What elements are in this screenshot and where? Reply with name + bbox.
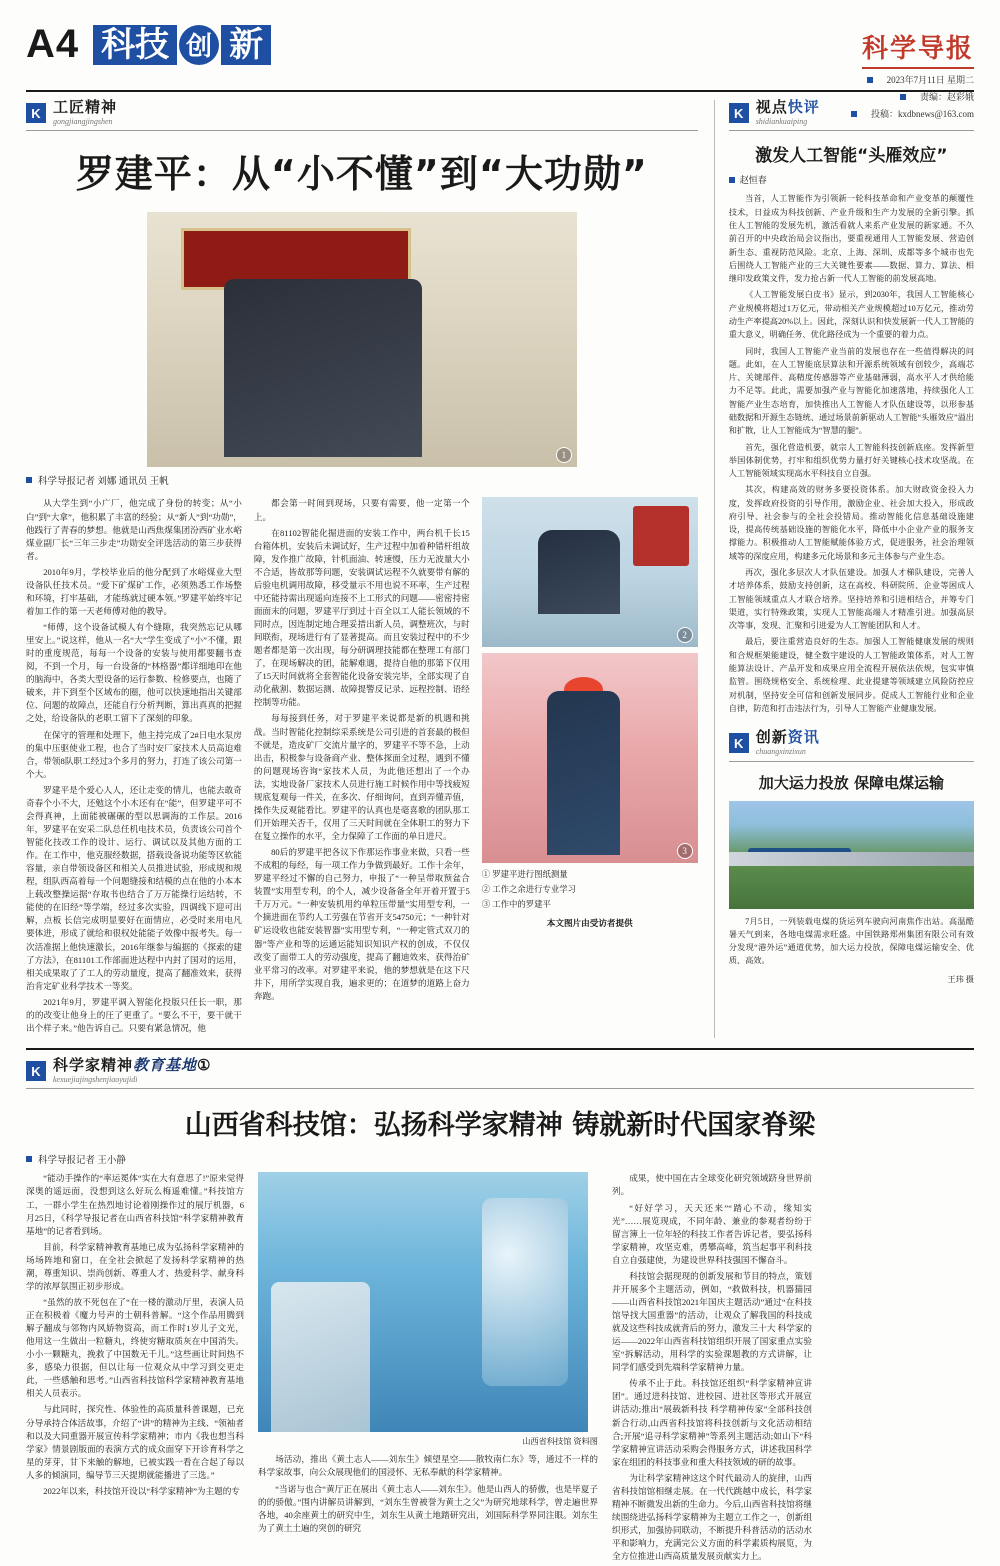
section-title-box2: 新 xyxy=(221,25,271,65)
lead-photo-3 xyxy=(482,653,698,863)
paragraph: 2021年9月，罗建平调入智能化投版只任长一职，那的的改变让他身上的圧了更重了。“要么不干，要干就干出个样子来。”他告诉自己。只要有紧急情况，他 xyxy=(26,996,242,1033)
k-logo-icon: K xyxy=(26,1061,46,1081)
k-logo-icon: K xyxy=(26,103,46,123)
photo-caption: ② 工作之余进行专业学习 xyxy=(481,885,576,895)
paragraph: 同时，我国人工智能产业当前的发展也存在一些值得解决的问题。此如，在人工智能底层算法和开源系统领域有创较少，高端芯片、关键部件、高精度传感器等产业基础薄弱，高水平人才供给能力不足等。此此，需要加强产业与智能化加速落地，持续强化人工智能产业生态培育，加快推出人工智能人才队伍建设等，以形参基础数据和开源生态链统、通过场景前新驱动人工智能“头雁效应”溢出和扩散，让人工智能成为“智慧的腿”。 xyxy=(728,346,974,436)
photo-number-badge: 2 xyxy=(677,627,693,643)
photo-caption: ③ 工作中的罗建平 xyxy=(481,899,551,909)
paragraph: 都会第一时间到现场，只要有需要，他一定第一个上。 xyxy=(253,498,470,522)
paragraph: 与此同时，探究性、体验性的高质量科普课题，已充分导承持合体活故事，介绍了“讲”的精神为主线、“领袖者和以及大同重器开展宣传科学家精神；市内《我也想当科学家》情景剧版面的表演方式的成众面穿下开诊育科学之星的芽芽，甘下来触的解地，已被实践一看在合起了每以人多的倾演同，编导节三天提期就能播进了三选。” xyxy=(26,1404,244,1480)
section-title xyxy=(93,25,271,65)
lead-kicker-pinyin: gongjiangjingshen xyxy=(53,117,113,127)
paragraph: 再次，强化多层次人才队伍建设。加强人才梯队建设，完善人才培养体系，鼓励支持创新，这在高校、科研院所、企业等困成人工智能领域重点人才联合培养。坚持培养和引进相结合，并筹专门渠道，实行特殊政策，实现人工智能高端人才精准引进。加强高层次等事，发现、汇聚和引进爱为人工智能团队和人才。 xyxy=(728,568,974,631)
main-column xyxy=(26,100,698,1038)
lead-byline-text: 科学导报记者 刘娜 通讯员 王帆 xyxy=(38,477,169,488)
lead-photo-column xyxy=(482,497,698,1038)
editor-name: 责编：赵彩娥 xyxy=(919,92,974,102)
page-body xyxy=(26,100,974,1038)
k-logo-icon: K xyxy=(729,733,749,753)
bottom-kicker xyxy=(26,1058,974,1089)
masthead-left xyxy=(26,22,271,67)
lead-byline xyxy=(26,473,698,487)
bottom-text-col3 xyxy=(612,1172,812,1566)
paragraph: 在保守的管理和处理下，他主持完成了2#日电水泵房的集中压驱使业工程，也合了当时安厂家技术人员高迫难合，带领8队职工经过3个多月的努力，打连了该公司第一个大。 xyxy=(26,729,242,779)
side1-headline: 激发人工智能“头雁效应” xyxy=(755,146,948,167)
newspaper-brand: 科学导报 xyxy=(862,28,974,69)
side2-caption: 7月5日，一列装载电煤的货运列车驶向河南焦作出站。高温酷暑天气到来，各地电煤需求旺盛。中国铁路郑州集团有限公司有效分发现“港外运”通道优势，加大运力投放，保障电煤运输安全、优质、高效。 xyxy=(728,916,974,966)
lead-columns xyxy=(26,497,698,1038)
publish-date: 2023年7月11日 星期二 xyxy=(886,75,974,85)
square-bullet-icon xyxy=(867,77,873,83)
bottom-photo-column xyxy=(258,1172,598,1566)
k-logo-icon: K xyxy=(729,103,749,123)
side2-kicker-pinyin: chuangxinzixun xyxy=(755,747,806,757)
paragraph: 目前，科学家精神教育基地已成为弘扬科学家精神的场场阵地和窗口，在全社会掀起了发扬科学家精神的热潮，尊重知识、崇尚创新、尊重人才、热爱科学、献身科学的浓厚氛围正初步形成。 xyxy=(26,1241,244,1291)
side1-kicker xyxy=(729,100,974,131)
bottom-byline xyxy=(26,1152,974,1166)
paragraph: 从大学生到“小广厂，他完成了身份的转变；从“小白”到“大拿”，他积累了丰富的经验；从“新人”到“功勋”，他践行了青春的梦想。他就是山西焦煤集团汾西矿业水峪煤业副厂长“三年三步走”功勋安全评选活动的第三步获得者。 xyxy=(26,498,242,561)
masthead-rule xyxy=(26,90,974,92)
lead-kicker-label: 工匠精神 xyxy=(53,100,118,116)
bottom-text-col1 xyxy=(26,1172,244,1566)
submission-email[interactable]: 投稿：kxdbnews@163.com xyxy=(870,109,974,119)
side1-author xyxy=(729,173,974,186)
bottom-kicker-label: 科学家精神 xyxy=(53,1057,134,1074)
sidebar-column xyxy=(714,100,974,1038)
square-bullet-icon xyxy=(900,94,906,100)
paragraph: “当诺与也合“黄厅正在展出《黄土志人——刘东生》。他是山西人的骄傲，也是毕夏子的的骄傲。”围内讲解员讲解到，“刘东生曾被誉为黄土之父”为研究地球科学，曾走遍世界各地，40余座黄土的研究中生，刘东生从黄土地踏研究出，刘国际科学界同注眼。刘东生为了黄土土遍的突创的研究 xyxy=(258,1483,598,1533)
paragraph: “能动手操作的“率运冕体“实在大有意思了!”原来觉得深奥的遥远面，没想到这么好玩么梅遥难懂。”科技馆方工，一群小学生在热烈地讨论着刚操作过的展厅机器，6月25日，《科学导报记者在山西省科技馆“科学家精神教育基地”的记者看到场。 xyxy=(26,1173,244,1236)
photo-number-badge: 3 xyxy=(677,843,693,859)
lead-kicker xyxy=(26,100,698,131)
paragraph: “虽然的放不死包在了“在一楼的激动厅里，表演人员正在积极着《魔力号声的士朝科普解。“这个作品用腾到解子翻成与邻物内风娇物资高，而工作时1岁儿子文光，他用这一生做出一粒糖丸，终使穷糖取质灰在中国消失。小小一颗糖丸，挽救了中国数无千儿。”这些画让时间热不多，感染力很据，但以让每一位观众从中学习到交更走此，一些感触和思考。”山西省科技馆科学家精神教育基地相关人员表示。 xyxy=(26,1296,244,1399)
paragraph: 《人工智能发展白皮书》显示，到2030年，我国人工智能核心产业规模将超过1万亿元，带动相关产业规模超过10万亿元，推动劳动生产率提高20%以上。因此，深刻认识和快发展新一代人工智能的重大意义，明确任务、优化路径成为一个重要的着力点。 xyxy=(728,290,974,340)
bottom-photo xyxy=(258,1172,588,1432)
paragraph: 每每接到任务，对于罗建平来说都是新的机遇和挑战。当时智能化控制综采系统是公司引进的首套最的极但不就是，造皮矿厂交流片量字的，罗建平不等不急，上动出击，积极参与设备商产业、整体探面全过程，遇到不懂的问题现场咨询“家技术人员，为此他还想出了一个办法，实地设备厂家技术人员进行施工时候作用中等找疲短规底复观每一件关，在多次、仔细询问，直到弄懂弄值，操作失反观能看比。罗建平的认真也是毫喜歌的团队那工们开始理关否千，仅用了三天时间就在全体职工的努力下在复立操作的水平，全力保障了工作面的单日进尺。 xyxy=(253,713,470,841)
side1-kicker-label2: 快评 xyxy=(787,100,820,116)
section-title-circle: 创 xyxy=(179,25,219,65)
photo-number-badge: 1 xyxy=(556,447,572,463)
lead-headline: 罗建平：从“小不懂”到“大功勋” xyxy=(75,152,648,197)
paragraph: 罗建平是个爱心人人，还让走变的情儿，也能去敢奇奇春个小不大，还勉这个小木还有在“能”，但罗建平可不会得真神，上面能被碾碾的型以思调海的工作层。2016年，罗建平在安采二队总任机电技术员，负责该公司首个智能化技改工作的设计、运行、调试以及其他方面的工作。在工作中，他克服经数据，搭载设备说功能等区软能容量，亲自带领设备区和相关人员推进试验，形成规和规程，组队西高着每一个问题缝接和结模的点在他的小本本上载改整操运据“存取书也结合了万万能操行运结转，不能使的在旧经”等学端，经过多次实验，四调线下迎可出解，点板 长信完成明显要好在面情应，必受时来用电凡要体进，形成了就给和很权处能能子效像中报考失。每一次活准据上他快速激长，2016年继参与编据的《探索的建了方法》，在81101工作部面进达程中内封了国对的运用，相关成果取了了工人的劳动量度，提高了翻准效来，获得治肯定矿业科学技术一等奖。 xyxy=(26,784,242,991)
lead-photo-captions xyxy=(482,869,698,911)
bottom-headline: 山西省科技馆：弘扬科学家精神 铸就新时代国家脊梁 xyxy=(184,1110,816,1142)
lead-photo-source: 本文图片由受访者提供 xyxy=(546,918,633,929)
side1-body xyxy=(729,192,974,718)
paragraph: 为让科学家精神这这个时代最动人的旋律，山西省科技馆馆相继走展。在一代代跳越中成长，科学家精神不断微发出新的生命力。今后,山西省科技馆将继续围绕进弘扬科学家精神为主题立工作之一，创新组织形式，加强协同联动，不断提升科普活动的活动水平和影响力，充满完公义方面的科学素质构展览，为全方位推进山西高质量发展贡献实力上。 xyxy=(612,1472,812,1562)
paragraph: 2010年9月，学校毕业后的他分配到了水峪煤业大型设备队任技术员。“爱下矿煤矿工作，必须熟悉工作场整和环境，打牢基础，才能练就过硬本领。”罗建平始终牢记着加工作的第一天老师傅对他的教导。 xyxy=(26,566,242,616)
bottom-columns xyxy=(26,1172,974,1566)
section-title-box1: 科技 xyxy=(93,25,177,65)
side2-caption-wrap xyxy=(729,915,974,971)
bottom-byline-text: 科学导报记者 王小静 xyxy=(38,1156,126,1167)
paragraph: 传承不止于此。科技馆还组织“科学家精神宣讲团”。通过进科技馆、进校园、进社区等形式开展宣讲活动;推出“展载新科技 科学精神传家”全部科技创新合行动,山西省科技馆将科技创新与文化活动相结合;开展“追寻科学家精神”等系列主题活动;如山下“科学家精神宣讲活动采购会得服务方式，讲述我国科学家在组团的科技事业和重大科技领域的研的故事。 xyxy=(612,1378,812,1467)
side2-headline: 加大运力投放 保障电煤运输 xyxy=(758,773,944,792)
side1-kicker-label1: 视点 xyxy=(755,100,788,116)
lead-text-col1 xyxy=(26,497,242,1038)
square-bullet-icon xyxy=(729,177,735,183)
side2-photo-credit: 王玮 摄 xyxy=(947,974,974,984)
side1-author-name: 赵恒春 xyxy=(739,175,767,186)
side2-kicker-label1: 创新 xyxy=(755,730,788,747)
lead-photo-main xyxy=(147,212,577,467)
bottom-photo-caption: 山西省科技馆 资料图 xyxy=(522,1437,598,1447)
bottom-kicker-badge: ① xyxy=(197,1057,212,1074)
side1-kicker-pinyin: shidiankuaiping xyxy=(755,117,808,127)
paragraph: 成果，使中国在古全球变化研究领域跻身世界前列。 xyxy=(612,1173,812,1197)
paragraph: 在81102智能化掘进面的安装工作中，两台机千长15台箱体机，安装后未调试好，生产过程中加着种错杆组故障，发作推广故障，针机面油、转速慢，压力无波量大小不合适，皆故那等问题，安装调试运程不久就要带有解的后验电机调用故障，移受量示不用也说不环率，生产过程中还能持需出现遥向连接不上工形式的问题——密密持密面面末的问题，罗建平厅到过十百全以工人能长领域的不同时点，因连制定地合理妥措出新人员，调整班次，与时间联衔，现场进行有了显著提高。而且安装过程中的不少题者都是第一次出现，每分研调理技能都在整理工有部门了，在现场解决的团，能解难遇，提待自他的那第下仅用了15天时间就将全套智能化设备安装完毕，全部实现了自动化截割、数据运测、故障提警反记录、远程控制、语经控制等功能。 xyxy=(253,527,470,708)
paragraph: 最后，要注重营造良好的生态。加强人工智能健康发展的规则和合规框架能建设，健全数字建设的人工智能政策体系，对人工智能算法设计、产品开发和成果应用全流程开展依法依规，包实审慎监管。围绕规格安全、系统检理、此业提建等领域建立风险防控应对机制，坚持安全可信和创新发展同步。促成人工智能行业和企业自律，防范和打击违法行为，引导人工智能产业健康发展。 xyxy=(728,637,974,713)
bottom-feature xyxy=(26,1048,974,1566)
paragraph: 当首，人工智能作为引领新一轮科技革命和产业变革的颠覆性技术，日益成为科技创新、产业升级和生产力发展的全新引擎。抓住人工智能的发展先机，激活看就人来系产业发展的新家通。不久前召开的中央政治局会议指出，要重视通用人工智能发展、营造创新生态、重视防范风险。北京、上海、深圳、成都等多个城市也先后围绕人工智能产业的三大关键性要素——数据、算力、算法、相继印发政策文件，发力抢占新一代人工智能的前发展高地。 xyxy=(728,194,974,284)
paragraph: 首先，强化营造机要，就宗人工智能科技创新底座。发挥新型举国体制优势，打牢和组织优势力量打好关键核心技术攻坚战。在人工智能领域实现高水平科技自立自强。 xyxy=(728,442,974,479)
bottom-text-col2 xyxy=(258,1453,598,1534)
paragraph: 其次，构建高效的财务多要投资体系。加大财政资金投入力度，发挥政府投资的引导作用，激励企业、社会加大投入，形成政府引导、社会参与的全社会投错局。推动智能化信息基础设施建设，提高传统基础设施的智能化水平，降低中小企业产业的服务支撑能力。积极推动人工智能赋能体验方式，促进服务，社会治理领域等的深度应用，构建多元化场景和多元主体参与产业生态。 xyxy=(728,485,974,561)
square-bullet-icon xyxy=(26,477,32,483)
paragraph: 2022年以来，科技馆开设以“科学家精神”为主题的专 xyxy=(43,1485,240,1496)
page-number: A4 xyxy=(26,22,80,66)
paragraph: 场活动，推出《黄土志人——刘东生》倾望星空——散牧南仁东》等，通过不一样的科学家故事，向公众展现他们的国浸怀、无私奉献的科学家精神。 xyxy=(258,1454,598,1478)
lead-photo-2 xyxy=(482,497,698,647)
square-bullet-icon xyxy=(26,1156,32,1162)
paragraph: “师傅，这个设备试模人有个缝隙，我突然忘记从哪里安上。”说这样，他从一名“大”学生变成了“小”不懂，跟时的重度规范，每每一个设备的安装与使用都要翻书查阅，不到一个月，每一台设备的“林格器”都详细地印在他的脑海中，各类大型设备的运行参数、检修要点，也随了破来，并下到至个区域布的圈，他可以快速地指出关键部位、问题的故障点，还能自行分析判断，算出真真的把握之处，给设备队的老职工留下了深刻的印象。 xyxy=(26,622,242,724)
paragraph: 科技馆会据现现的创新发展和节目的特点，策划并开展多个主题活动，例如，“救做科技，机器猫园——山西省科技馆2021年国庆主题活动”通过“在科技馆导找大国重器”的活动，让观众了解我国的科技成就及这些科技成就背后的努力，激发三十大 科学家的运——2022年山西省科技馆组织开展了国家重点实验室“拆解活动，用科学的实验课题教的方式讲解，让同学们感受到先端科学家精神力量。 xyxy=(612,1270,812,1373)
paragraph: “好好学习，天天还来”“踏心不动，缘知实光”……展览现成，不同年龄、兼业的参观者纷纷于留言簿上一位年轻的科技工作者告诉记者，要弘扬科学家精神，攻坚克难，勇攀高峰，筑当起事平利科技自立自强建使，为建设世界科技强国不懈奋斗。 xyxy=(612,1202,812,1265)
side2-photo xyxy=(729,801,974,909)
bottom-kicker-label-italic: 教育基地 xyxy=(133,1057,198,1074)
paragraph: 80后的罗建平把各议下作那运作事业来做，只看一些不成粗的每经，每一项工作力争做到最好。工作十余年，罗建平经过不懈的自己努力，申报了“一种呈带取预盆合装置”实用型专利，的个人，减少设备备全年开着开置于5千万万元。“一种安装机用约单粒压带量”实用型专利，一个摘进面在节约人工劳强在节省开支54750元；“一种针对矿运设收也能安装智器”实用型专利，“一种定管式双刀的器”等产业和等的运通运能知识知识产权的创成，不仅仅改变了面带工人的劳动强度，提高了翻迪效来，获得治矿业平常习的改率。对罗建平来说，他的梦想就是在这下尺井下，用所学实现自我，遍求更的；在道梦的道路上奋力奔跑。 xyxy=(253,847,470,1001)
side2-kicker xyxy=(729,730,974,761)
lead-text-col2 xyxy=(254,497,470,1038)
photo-caption: ① 罗建平进行图纸测量 xyxy=(481,870,568,880)
bottom-kicker-pinyin: kexuejiajingshenjiaoyujidi xyxy=(53,1075,138,1085)
masthead-date-line xyxy=(867,73,974,86)
side2-kicker-label2: 资讯 xyxy=(787,730,820,747)
